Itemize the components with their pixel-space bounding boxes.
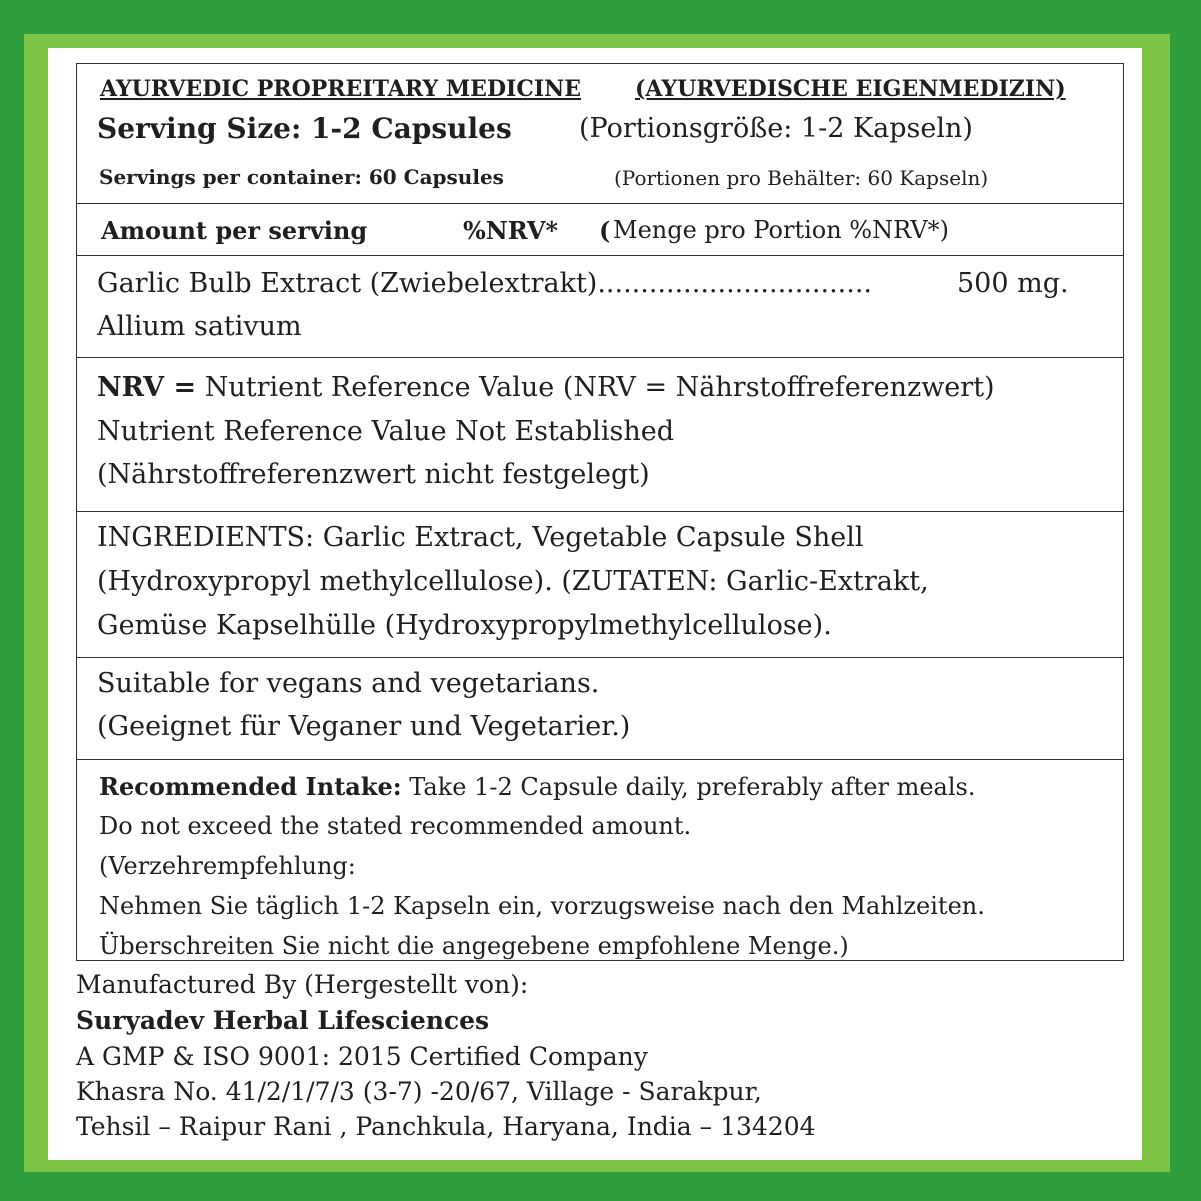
nrv-note-line3: (Nährstoffreferenzwert nicht festgelegt) [97, 459, 650, 490]
servings-de: (Portionen pro Behälter: 60 Kapseln) [614, 166, 989, 190]
serving-size-de: (Portionsgröße: 1-2 Kapseln) [579, 113, 973, 144]
intake-text: Take 1-2 Capsule daily, preferably after meals. [401, 773, 976, 801]
ingredients-line2: (Hydroxypropyl methylcellulose). (ZUTATEN: Garlic-Extrakt, [97, 566, 929, 597]
nrv-note-line1 [97, 372, 995, 403]
nrv-note-line2: Nutrient Reference Value Not Established [97, 416, 675, 447]
manufacturer-company: Suryadev Herbal Lifesciences [76, 1006, 490, 1035]
amount-label-en: Amount per serving [101, 216, 368, 245]
intake-line5: Überschreiten Sie nicht die angegebene empfohlene Menge.) [99, 932, 849, 960]
suitability-line1: Suitable for vegans and vegetarians. [97, 668, 600, 699]
intake-line4: Nehmen Sie täglich 1-2 Kapseln ein, vorzugsweise nach den Mahlzeiten. [99, 892, 985, 920]
intake-line3: (Verzehrempfehlung: [99, 852, 356, 880]
ingredients-line3: Gemüse Kapselhülle (Hydroxypropylmethylcellulose). [97, 610, 832, 641]
suitability-line2: (Geeignet für Veganer und Vegetarier.) [97, 711, 631, 742]
title-de: (AYURVEDISCHE EIGENMEDIZIN) [635, 76, 1066, 102]
nrv-note-section [77, 358, 1123, 512]
suitability-section [77, 658, 1123, 760]
ingredient-section [77, 256, 1123, 358]
nrv-prefix: NRV = [97, 372, 197, 403]
ingredient-latin: Allium sativum [97, 311, 302, 342]
manufacturer-address-line1: Khasra No. 41/2/1/7/3 (3-7) -20/67, Village - Sarakpur, [76, 1077, 762, 1106]
ingredients-line1: INGREDIENTS: Garlic Extract, Vegetable Capsule Shell [97, 522, 864, 553]
manufacturer-address-line2: Tehsil – Raipur Rani , Panchkula, Haryana, India – 134204 [76, 1112, 816, 1141]
open-paren: ( [599, 216, 611, 245]
amount-header-section [77, 204, 1123, 256]
intake-line1 [99, 772, 975, 801]
ingredient-amount: 500 mg. [957, 268, 1069, 299]
amount-label-de: Menge pro Portion %NRV*) [613, 216, 950, 244]
ingredient-name: Garlic Bulb Extract (Zwiebelextrakt)................................ [97, 268, 872, 299]
manufacturer-line1: Manufactured By (Hergestellt von): [76, 970, 529, 999]
ingredients-section [77, 512, 1123, 658]
supplement-facts-box [76, 63, 1124, 961]
intake-line2: Do not exceed the stated recommended amount. [99, 812, 692, 840]
nrv-definition: Nutrient Reference Value (NRV = Nährstoffreferenzwert) [196, 372, 995, 403]
serving-size-en: Serving Size: 1-2 Capsules [97, 112, 512, 145]
title-en: AYURVEDIC PROPREITARY MEDICINE [100, 76, 581, 102]
intake-section [77, 760, 1123, 962]
header-section [77, 64, 1123, 204]
nrv-label: %NRV* [463, 216, 559, 245]
servings-en: Servings per container: 60 Capsules [99, 165, 504, 189]
manufacturer-certification: A GMP & ISO 9001: 2015 Certified Company [76, 1042, 648, 1071]
intake-label: Recommended Intake: [99, 772, 402, 801]
